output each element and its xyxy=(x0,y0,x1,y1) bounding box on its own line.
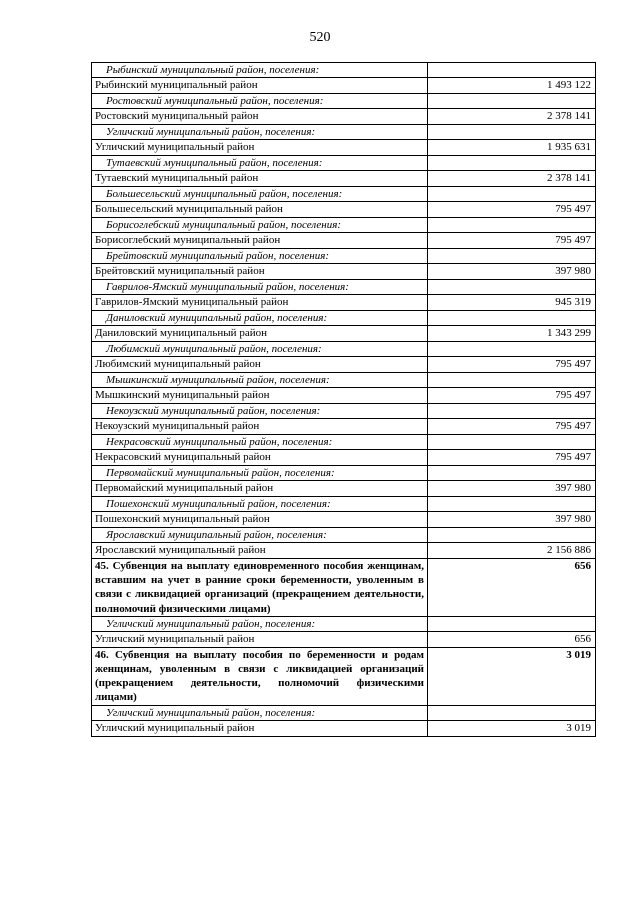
amount-cell: 397 980 xyxy=(428,264,596,280)
amount-cell: 1 493 122 xyxy=(428,78,596,94)
district-row xyxy=(92,631,596,647)
district-name: Угличский муниципальный район xyxy=(92,631,428,647)
district-name: Даниловский муниципальный район xyxy=(92,326,428,342)
amount-cell xyxy=(428,497,596,512)
district-name: Гаврилов-Ямский муниципальный район xyxy=(92,295,428,311)
district-name: Ярославский муниципальный район xyxy=(92,543,428,559)
amount-cell: 1 343 299 xyxy=(428,326,596,342)
district-row xyxy=(92,388,596,404)
district-header-row xyxy=(92,280,596,295)
section-title: 46. Субвенция на выплату пособия по беременности и родам женщинам, уволенным в связи с ликвидацией организаций (прекращением деятельности, полномочий физическими лицами) xyxy=(92,647,428,705)
district-name: Рыбинский муниципальный район xyxy=(92,78,428,94)
district-name: Пошехонский муниципальный район xyxy=(92,512,428,528)
district-row xyxy=(92,419,596,435)
amount-cell: 3 019 xyxy=(428,720,596,736)
amount-cell: 1 935 631 xyxy=(428,140,596,156)
district-name: Угличский муниципальный район xyxy=(92,720,428,736)
district-header-label: Даниловский муниципальный район, поселения: xyxy=(92,311,428,326)
district-header-label: Некрасовский муниципальный район, поселения: xyxy=(92,435,428,450)
district-row xyxy=(92,450,596,466)
district-row xyxy=(92,357,596,373)
district-header-row xyxy=(92,311,596,326)
amount-cell: 2 156 886 xyxy=(428,543,596,559)
amount-cell xyxy=(428,528,596,543)
district-header-row xyxy=(92,63,596,78)
district-header-label: Ярославский муниципальный район, поселения: xyxy=(92,528,428,543)
subvention-table xyxy=(91,62,596,737)
district-header-label: Рыбинский муниципальный район, поселения: xyxy=(92,63,428,78)
district-name: Некоузский муниципальный район xyxy=(92,419,428,435)
district-header-label: Угличский муниципальный район, поселения: xyxy=(92,125,428,140)
district-header-row xyxy=(92,187,596,202)
district-name: Тутаевский муниципальный район xyxy=(92,171,428,187)
district-header-row xyxy=(92,342,596,357)
district-row xyxy=(92,140,596,156)
section-row xyxy=(92,647,596,705)
amount-cell: 795 497 xyxy=(428,202,596,218)
amount-cell: 795 497 xyxy=(428,450,596,466)
amount-cell: 2 378 141 xyxy=(428,171,596,187)
district-row xyxy=(92,78,596,94)
amount-cell: 945 319 xyxy=(428,295,596,311)
amount-cell xyxy=(428,249,596,264)
amount-cell: 795 497 xyxy=(428,357,596,373)
district-header-row xyxy=(92,404,596,419)
amount-cell xyxy=(428,125,596,140)
section-row xyxy=(92,559,596,617)
district-header-label: Угличский муниципальный район, поселения: xyxy=(92,705,428,720)
district-header-label: Борисоглебский муниципальный район, поселения: xyxy=(92,218,428,233)
district-header-label: Гаврилов-Ямский муниципальный район, поселения: xyxy=(92,280,428,295)
district-header-label: Некоузский муниципальный район, поселения: xyxy=(92,404,428,419)
amount-cell xyxy=(428,311,596,326)
district-name: Угличский муниципальный район xyxy=(92,140,428,156)
district-header-label: Любимский муниципальный район, поселения: xyxy=(92,342,428,357)
amount-cell: 795 497 xyxy=(428,233,596,249)
amount-cell xyxy=(428,156,596,171)
amount-cell xyxy=(428,616,596,631)
amount-cell: 397 980 xyxy=(428,481,596,497)
amount-cell: 656 xyxy=(428,631,596,647)
district-name: Брейтовский муниципальный район xyxy=(92,264,428,280)
district-row xyxy=(92,109,596,125)
section-title: 45. Субвенция на выплату единовременного пособия женщинам, вставшим на учет в ранние сроки беременности, уволенным в связи с ликвидацией организаций (прекращением деятельности, полномочий физическими лицами) xyxy=(92,559,428,617)
district-name: Некрасовский муниципальный район xyxy=(92,450,428,466)
amount-cell: 795 497 xyxy=(428,419,596,435)
district-row xyxy=(92,720,596,736)
district-row xyxy=(92,543,596,559)
district-header-label: Тутаевский муниципальный район, поселения: xyxy=(92,156,428,171)
amount-cell: 795 497 xyxy=(428,388,596,404)
district-name: Борисоглебский муниципальный район xyxy=(92,233,428,249)
district-header-label: Брейтовский муниципальный район, поселения: xyxy=(92,249,428,264)
district-header-row xyxy=(92,466,596,481)
district-name: Ростовский муниципальный район xyxy=(92,109,428,125)
district-row xyxy=(92,264,596,280)
district-header-label: Ростовский муниципальный район, поселения: xyxy=(92,94,428,109)
district-header-label: Мышкинский муниципальный район, поселения: xyxy=(92,373,428,388)
district-row xyxy=(92,233,596,249)
district-name: Мышкинский муниципальный район xyxy=(92,388,428,404)
district-row xyxy=(92,295,596,311)
district-row xyxy=(92,512,596,528)
amount-cell xyxy=(428,373,596,388)
district-row xyxy=(92,481,596,497)
district-header-row xyxy=(92,497,596,512)
amount-cell xyxy=(428,466,596,481)
district-name: Любимский муниципальный район xyxy=(92,357,428,373)
amount-cell xyxy=(428,705,596,720)
section-total: 656 xyxy=(428,559,596,617)
amount-cell xyxy=(428,63,596,78)
district-header-row xyxy=(92,528,596,543)
district-header-row xyxy=(92,616,596,631)
amount-cell xyxy=(428,435,596,450)
district-header-row xyxy=(92,435,596,450)
district-header-label: Большесельский муниципальный район, поселения: xyxy=(92,187,428,202)
district-header-row xyxy=(92,373,596,388)
district-row xyxy=(92,171,596,187)
district-header-row xyxy=(92,249,596,264)
district-header-row xyxy=(92,705,596,720)
district-header-label: Пошехонский муниципальный район, поселения: xyxy=(92,497,428,512)
district-header-row xyxy=(92,94,596,109)
district-name: Большесельский муниципальный район xyxy=(92,202,428,218)
amount-cell: 397 980 xyxy=(428,512,596,528)
amount-cell: 2 378 141 xyxy=(428,109,596,125)
page-number: 520 xyxy=(309,30,331,45)
amount-cell xyxy=(428,94,596,109)
amount-cell xyxy=(428,404,596,419)
amount-cell xyxy=(428,218,596,233)
district-header-row xyxy=(92,156,596,171)
district-header-row xyxy=(92,125,596,140)
district-header-label: Первомайский муниципальный район, поселения: xyxy=(92,466,428,481)
district-row xyxy=(92,326,596,342)
district-header-row xyxy=(92,218,596,233)
district-header-label: Угличский муниципальный район, поселения: xyxy=(92,616,428,631)
section-total: 3 019 xyxy=(428,647,596,705)
district-row xyxy=(92,202,596,218)
amount-cell xyxy=(428,342,596,357)
amount-cell xyxy=(428,187,596,202)
amount-cell xyxy=(428,280,596,295)
district-name: Первомайский муниципальный район xyxy=(92,481,428,497)
